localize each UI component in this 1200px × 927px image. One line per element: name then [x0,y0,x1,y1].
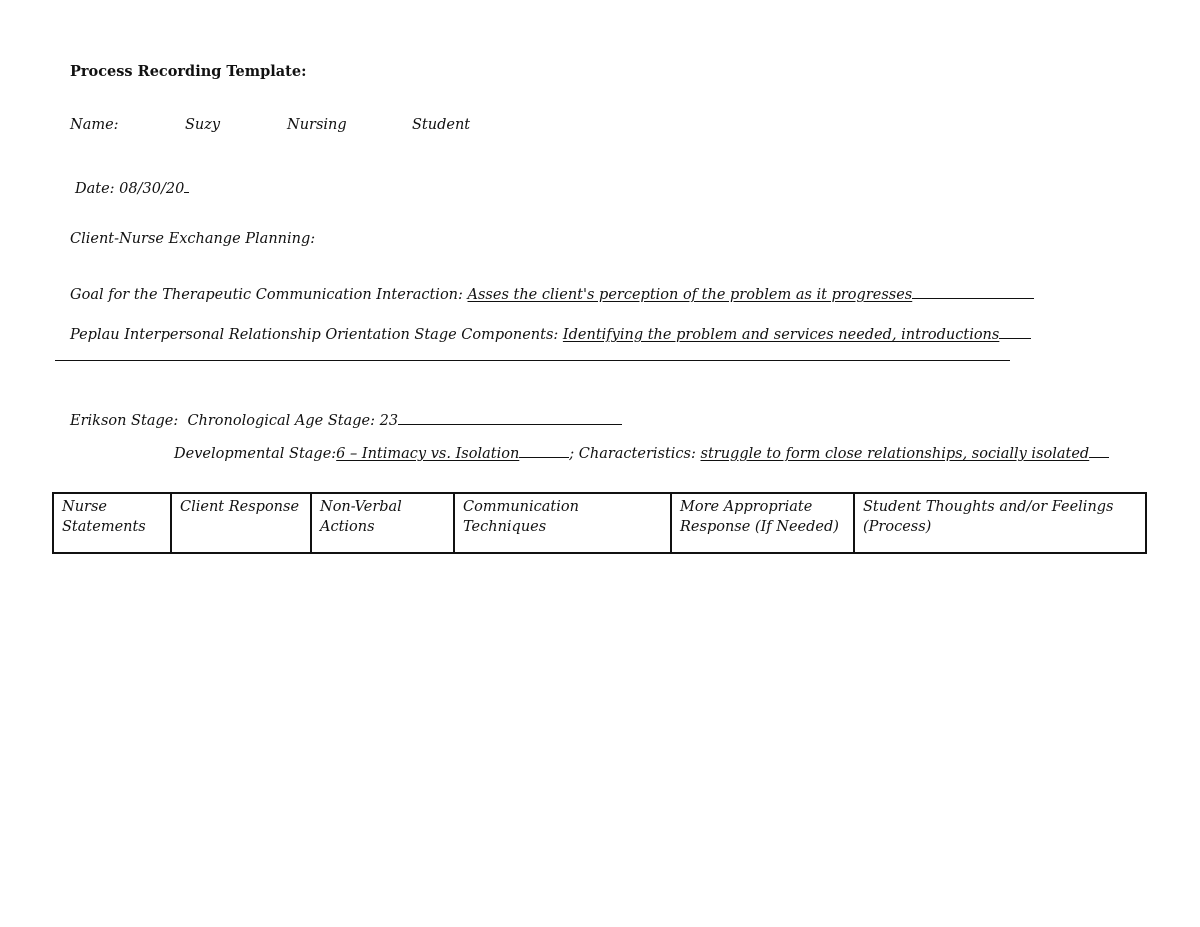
process-recording-table [52,492,1147,554]
header-more-appropriate-response: More Appropriate Response (If Needed) [671,493,854,553]
goal-label: Goal for the Therapeutic Communication Interaction: [70,287,463,303]
date-text: Date: 08/30/20 [75,181,185,197]
date-blank [184,178,189,193]
date-field [75,178,189,198]
name-label: Name: [70,117,119,133]
name-middle: Nursing [287,117,347,133]
developmental-line [174,443,1109,463]
dev-value: 6 – Intimacy vs. Isolation [336,446,520,462]
table-header-row [53,493,1146,553]
peplau-continuation-rule [55,360,1010,361]
header-client-response: Client Response [171,493,311,553]
age-label: Chronological Age Stage: 23 [187,413,399,429]
dev-blank [519,443,569,458]
peplau-value: Identifying the problem and services needed, introductions [562,327,1000,343]
header-student-thoughts: Student Thoughts and/or Feelings (Process) [854,493,1146,553]
goal-line [70,284,1034,304]
peplau-blank [999,324,1031,339]
goal-blank [912,284,1034,299]
erikson-label: Erikson Stage: [70,413,179,429]
erikson-line [70,410,622,430]
header-non-verbal-actions: Non-Verbal Actions [311,493,454,553]
peplau-line [70,324,1031,344]
name-first: Suzy [185,117,221,133]
name-last: Student [412,117,471,133]
dev-label: Developmental Stage: [174,446,337,462]
age-blank [398,410,622,425]
planning-heading: Client-Nurse Exchange Planning: [70,231,316,247]
page-title: Process Recording Template: [70,63,307,80]
header-nurse-statements: Nurse Statements [53,493,171,553]
goal-value: Asses the client's perception of the problem as it progresses [467,287,913,303]
char-blank [1089,443,1109,458]
header-communication-techniques: Communication Techniques [454,493,671,553]
char-value: struggle to form close relationships, socially isolated [700,446,1090,462]
peplau-label: Peplau Interpersonal Relationship Orientation Stage Components: [70,327,559,343]
char-label: ; Characteristics: [569,446,696,462]
